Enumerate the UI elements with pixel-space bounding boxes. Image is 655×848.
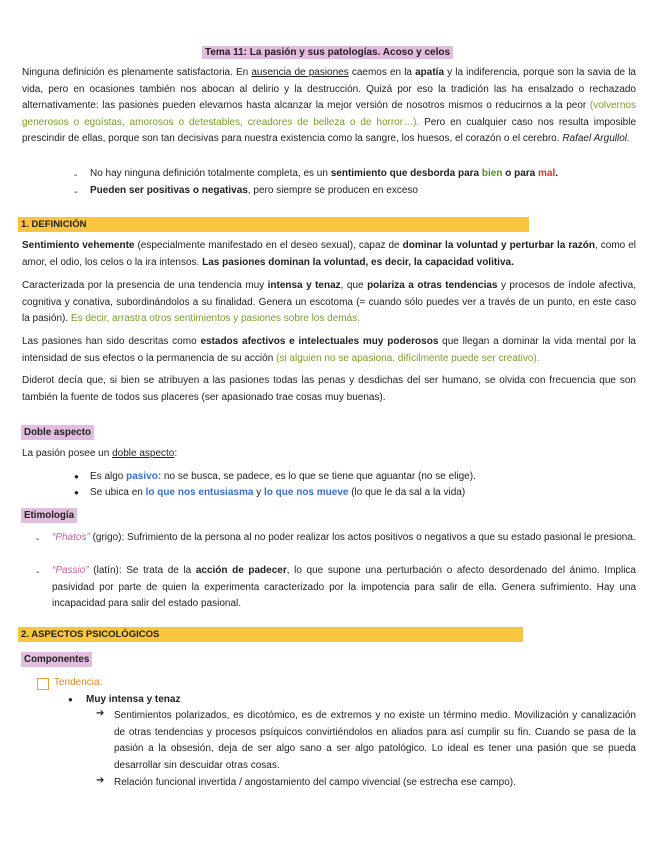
definition-paragraph-2: Caracterizada por la presencia de una tendencia muy intensa y tenaz, que polariza a otras tendencias y procesos de índole afectiva, cognitiva y conativa, subordinándolos a su finalidad. Genera un escotoma (= cuando sólo puedes ver a través de un punto, en este caso la pasión). Es decir, arrastra otros sentimientos y pasiones sobre los demás.	[22, 280, 636, 324]
dash-marker: -	[36, 534, 40, 545]
bullet-marker: ●	[74, 488, 79, 497]
etymology-item-passio: “Passio” (latín): Se trata de la acción de padecer, lo que supone una perturbación o afecto desordenado del ánimo. Implica pasividad por parte de quien la experimenta caracterizado por la impotencia para salir de ella. Genera sufrimiento. Hay una incapacidad para salir del estado pasional.	[52, 565, 636, 609]
bullet-marker: ●	[68, 695, 73, 704]
tendencia-label: Tendencia:	[54, 677, 103, 688]
intro-text: Ninguna definición es plenamente satisfactoria. En	[22, 67, 252, 78]
intro-text: caemos en la	[348, 67, 416, 78]
dash-item-2: Pueden ser positivas o negativas, pero siempre se producen en exceso	[90, 185, 418, 196]
bullet-item-1: Es algo pasivo: no se busca, se padece, es lo que se tiene que aguantar (no se elige).	[90, 471, 476, 482]
intro-author: Rafael Argullol.	[562, 133, 630, 144]
muy-intensa-item: Muy intensa y tenaz	[86, 694, 181, 705]
heading-componentes: Componentes	[21, 652, 92, 667]
bullet-marker: ●	[74, 472, 79, 481]
definition-paragraph-4: Diderot decía que, si bien se atribuyen a las pasiones todas las penas y desdichas del ser humano, se olvida con frecuencia que son también la fuente de todos sus placeres (ser apasionado trae cosas muy buenas).	[22, 375, 636, 403]
intro-paragraph	[22, 65, 636, 148]
section-heading-aspectos: 2. ASPECTOS PSICOLÓGICOS	[18, 627, 523, 642]
doble-aspecto-intro: La pasión posee un doble aspecto:	[22, 448, 178, 459]
intro-text: y la indiferencia, porque son la savia de la vida, pero en ocasiones también nos abocan al delirio y la destrucción. Quizá por eso la tradición las ha ensalzado o rechazado alternativamente: las pasiones pueden elevarnos hasta alcanzar la mejor versión de nosotros mismos o reducirnos a la peor	[22, 67, 636, 111]
arrow-icon: ➔	[96, 708, 105, 719]
definition-paragraph-1: Sentimiento vehemente (especialmente manifestado en el deseo sexual), capaz de dominar la voluntad y perturbar la razón, como el amor, el odio, los celos o la ira intensos. Las pasiones dominan la voluntad, es decir, la capacidad volitiva.	[22, 240, 636, 268]
dash-marker: -	[74, 187, 78, 198]
arrow-item-2: Relación funcional invertida / angostamiento del campo vivencial (se estrecha ese campo).	[114, 777, 516, 788]
arrow-icon: ➔	[96, 775, 105, 786]
document-title: Tema 11: La pasión y sus patologías. Acoso y celos	[202, 46, 453, 59]
dash-item-1: No hay ninguna definición totalmente completa, es un sentimiento que desborda para bien o para mal.	[90, 168, 559, 179]
arrow-item-1: Sentimientos polarizados, es dicotómico, es de extremos y no existe un término medio. Movilización y canalización de otras tendencias y procesos psíquicos convirtiéndolos en aliados para así cumplir su fin. Cuando se pasa de la pasión a la obsesión, deja de ser algo sano a ser algo patológico. Lo ideal es tener una pasión que se pueda desarrollar sin descuidar otras cosas.	[114, 710, 636, 771]
section-heading-definicion: 1. DEFINICIÓN	[18, 217, 529, 232]
intro-text: Pero en cualquier caso nos resulta imposible prescindir de ellas, porque son tan decisivas para nuestra existencia como la sangre, los huesos, el corazón o el cerebro.	[22, 116, 637, 144]
intro-green: (volvernos generosos o egoístas, amorosos o detestables, creadores de belleza o de horror…).	[22, 100, 636, 128]
dash-marker: -	[74, 170, 78, 181]
intro-bold: apatía	[415, 67, 445, 78]
heading-doble-aspecto: Doble aspecto	[21, 425, 94, 440]
checkbox-icon	[37, 678, 49, 690]
intro-underlined: ausencia de pasiones	[251, 67, 349, 78]
dash-marker: -	[36, 567, 40, 578]
bullet-item-2: Se ubica en lo que nos entusiasma y lo que nos mueve (lo que le da sal a la vida)	[90, 487, 466, 498]
heading-etimologia: Etimología	[21, 508, 77, 523]
etymology-item-phatos: “Phatos” (grigo): Sufrimiento de la persona al no poder realizar los actos positivos o negativos a que su estado pasional le presiona.	[52, 532, 636, 543]
definition-paragraph-3: Las pasiones han sido descritas como estados afectivos e intelectuales muy poderosos que llegan a dominar la vida mental por la intensidad de sus efectos o la permanencia de su acción (si alguien no se apasiona, difícilmente puede ser creativo).	[22, 336, 636, 364]
title-row	[0, 47, 655, 58]
